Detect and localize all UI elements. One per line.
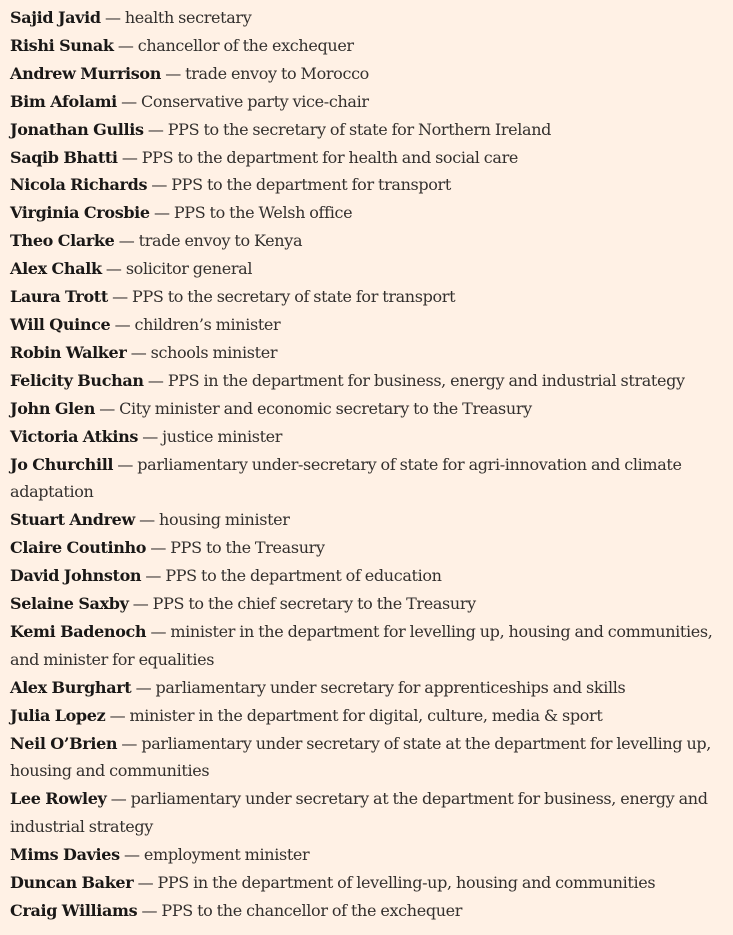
separator-dash: —: [113, 454, 138, 474]
person-name: Bim Afolami: [10, 91, 117, 111]
person-role: parliamentary under secretary of state at the department for levelling up, housing and communities: [10, 733, 712, 781]
separator-dash: —: [126, 342, 151, 362]
separator-dash: —: [117, 733, 142, 753]
list-item: [10, 367, 723, 395]
person-name: Virginia Crosbie: [10, 203, 150, 223]
person-role: Conservative party vice-chair: [141, 91, 369, 111]
list-item: [10, 785, 723, 841]
separator-dash: —: [100, 8, 125, 27]
list-item: [10, 730, 723, 786]
list-item: [10, 423, 723, 451]
separator-dash: —: [110, 314, 135, 334]
person-role: PPS to the Welsh office: [173, 203, 353, 223]
list-item: [10, 869, 723, 897]
person-name: Sajid Javid: [10, 8, 101, 27]
separator-dash: —: [117, 147, 142, 167]
separator-dash: —: [105, 705, 130, 725]
list-item: [10, 897, 723, 925]
person-role: minister in the department for levelling up, housing and communities, and minister for equalities: [10, 621, 713, 669]
person-role: PPS to the secretary of state for Northern Ireland: [167, 119, 552, 139]
person-role: minister in the department for digital, culture, media & sport: [129, 705, 603, 725]
separator-dash: —: [133, 873, 158, 893]
separator-dash: —: [94, 398, 120, 418]
person-role: PPS in the department of levelling-up, housing and communities: [157, 873, 656, 893]
separator-dash: —: [143, 119, 168, 139]
person-role: housing minister: [159, 510, 290, 530]
person-role: PPS to the department for transport: [171, 175, 451, 195]
separator-dash: —: [131, 677, 156, 697]
person-role: PPS to the department for health and social care: [141, 147, 519, 167]
separator-dash: —: [138, 426, 163, 446]
list-item: [10, 674, 723, 702]
person-role: PPS to the Treasury: [170, 538, 325, 558]
person-name: Alex Chalk: [10, 259, 102, 279]
person-role: PPS to the chancellor of the exchequer: [161, 901, 463, 920]
list-item: [10, 171, 723, 199]
separator-dash: —: [114, 231, 139, 251]
list-item: [10, 702, 723, 730]
person-role: health secretary: [124, 8, 252, 27]
person-role: employment minister: [143, 845, 310, 865]
separator-dash: —: [149, 203, 174, 223]
person-role: PPS in the department for business, energy and industrial strategy: [167, 370, 685, 390]
person-name: Craig Williams: [10, 901, 138, 920]
person-name: Jonathan Gullis: [10, 119, 144, 139]
person-name: Felicity Buchan: [10, 370, 144, 390]
list-item: [10, 339, 723, 367]
person-name: Stuart Andrew: [10, 510, 135, 530]
separator-dash: —: [146, 538, 171, 558]
person-role: PPS to the department of education: [165, 566, 442, 586]
separator-dash: —: [106, 789, 131, 809]
separator-dash: —: [137, 901, 162, 920]
person-name: Kemi Badenoch: [10, 621, 147, 641]
list-item: [10, 88, 723, 116]
person-name: Nicola Richards: [10, 175, 148, 195]
list-item: [10, 116, 723, 144]
separator-dash: —: [128, 594, 153, 614]
separator-dash: —: [161, 63, 186, 83]
person-name: Will Quince: [10, 314, 111, 334]
person-role: justice minister: [162, 426, 283, 446]
person-name: John Glen: [10, 398, 95, 418]
separator-dash: —: [141, 566, 166, 586]
person-name: Andrew Murrison: [10, 63, 162, 83]
person-name: Lee Rowley: [10, 789, 107, 809]
person-name: Saqib Bhatti: [10, 147, 118, 167]
person-name: David Johnston: [10, 566, 142, 586]
list-item: [10, 283, 723, 311]
person-role: solicitor general: [125, 259, 253, 279]
person-name: Laura Trott: [10, 287, 108, 307]
list-item: [10, 227, 723, 255]
list-item: [10, 506, 723, 534]
person-role: parliamentary under-secretary of state for agri-innovation and climate adaptation: [10, 454, 682, 502]
person-role: PPS to the secretary of state for transport: [132, 287, 456, 307]
separator-dash: —: [119, 845, 144, 865]
person-role: trade envoy to Kenya: [138, 231, 303, 251]
person-name: Neil O’Brien: [10, 733, 118, 753]
person-name: Claire Coutinho: [10, 538, 147, 558]
person-name: Victoria Atkins: [10, 426, 139, 446]
list-item: [10, 4, 723, 32]
person-role: children’s minister: [134, 314, 281, 334]
person-role: City minister and economic secretary to the Treasury: [119, 398, 532, 418]
person-name: Mims Davies: [10, 845, 120, 865]
separator-dash: —: [116, 91, 142, 111]
list-item: [10, 255, 723, 283]
person-role: PPS to the chief secretary to the Treasury: [152, 594, 476, 614]
person-name: Duncan Baker: [10, 873, 134, 893]
person-name: Julia Lopez: [10, 705, 106, 725]
list-item: [10, 144, 723, 172]
person-role: chancellor of the exchequer: [137, 35, 354, 55]
list-item: [10, 618, 723, 674]
list-item: [10, 451, 723, 507]
list-item: [10, 32, 723, 60]
separator-dash: —: [101, 259, 126, 279]
person-name: Jo Churchill: [10, 454, 114, 474]
list-item: [10, 562, 723, 590]
person-role: parliamentary under secretary for apprenticeships and skills: [155, 677, 626, 697]
list-item: [10, 199, 723, 227]
person-name: Robin Walker: [10, 342, 127, 362]
separator-dash: —: [146, 621, 171, 641]
list-item: [10, 841, 723, 869]
list-item: [10, 395, 723, 423]
separator-dash: —: [134, 510, 160, 530]
person-name: Selaine Saxby: [10, 594, 129, 614]
person-name: Alex Burghart: [10, 677, 132, 697]
person-role: trade envoy to Morocco: [185, 63, 369, 83]
person-name: Rishi Sunak: [10, 35, 114, 55]
list-item: [10, 590, 723, 618]
list-item: [10, 311, 723, 339]
list-item: [10, 534, 723, 562]
person-role: schools minister: [150, 342, 278, 362]
separator-dash: —: [107, 287, 133, 307]
separator-dash: —: [147, 175, 172, 195]
list-item: [10, 60, 723, 88]
person-name: Theo Clarke: [10, 231, 115, 251]
person-role: parliamentary under secretary at the department for business, energy and industrial strategy: [10, 789, 708, 837]
separator-dash: —: [143, 370, 168, 390]
separator-dash: —: [113, 35, 138, 55]
